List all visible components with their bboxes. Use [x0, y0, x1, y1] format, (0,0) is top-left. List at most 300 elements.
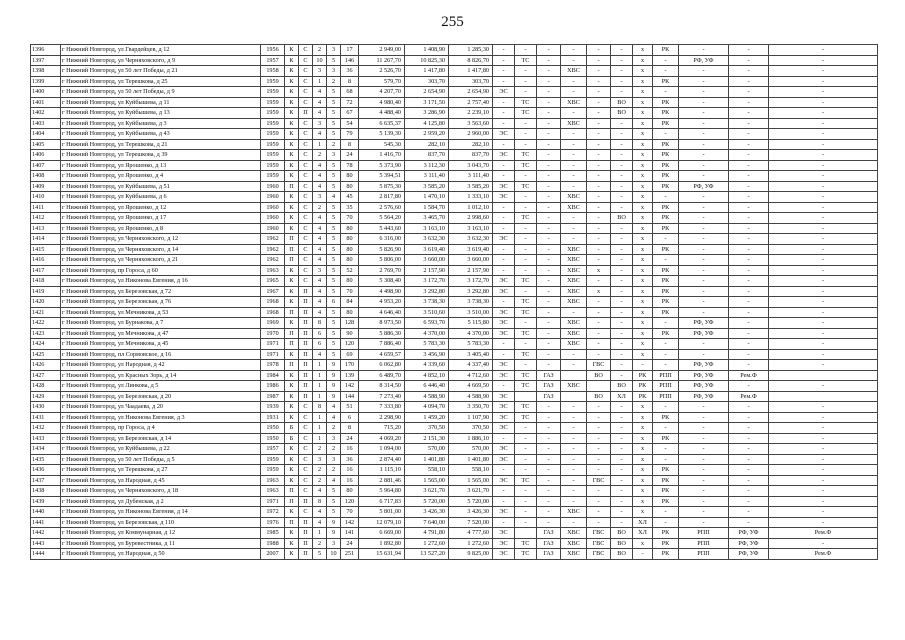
table-cell: г Нижний Новгород, ул Мечникова, д 45	[61, 339, 261, 350]
table-cell	[561, 370, 587, 381]
table-cell: 1	[313, 423, 327, 434]
table-cell: 3	[327, 538, 341, 549]
table-cell: 1 470,10	[405, 192, 449, 203]
table-cell: -	[729, 223, 769, 234]
table-row	[31, 139, 878, 150]
table-cell: П	[285, 307, 299, 318]
table-cell: К	[285, 381, 299, 392]
table-cell: ВО	[611, 108, 633, 119]
table-cell: 1960	[261, 202, 285, 213]
table-cell: -	[493, 517, 515, 528]
table-cell: -	[537, 255, 561, 266]
table-cell: -	[769, 475, 878, 486]
table-cell: -	[561, 307, 587, 318]
table-cell: -	[769, 118, 878, 129]
table-cell: 1 272,60	[405, 538, 449, 549]
table-cell: -	[493, 66, 515, 77]
table-cell: ЭС	[493, 475, 515, 486]
table-cell: х	[633, 213, 653, 224]
table-cell: 5	[327, 486, 341, 497]
table-cell: -	[729, 496, 769, 507]
table-cell: 9	[327, 370, 341, 381]
table-cell: -	[561, 349, 587, 360]
table-cell: 3	[313, 265, 327, 276]
table-cell: -	[611, 160, 633, 171]
table-cell: -	[561, 486, 587, 497]
table-cell: -	[515, 496, 537, 507]
table-cell: 69	[341, 349, 359, 360]
table-cell: ВО	[611, 97, 633, 108]
table-cell: -	[611, 444, 633, 455]
table-row	[31, 297, 878, 308]
table-cell: -	[493, 265, 515, 276]
table-cell: 80	[341, 486, 359, 497]
table-cell: К	[285, 391, 299, 402]
table-cell: -	[537, 433, 561, 444]
table-cell: г Нижний Новгород, ул Чаадаева, д 20	[61, 402, 261, 413]
table-cell: ЭС	[493, 360, 515, 371]
table-cell: РК	[653, 244, 679, 255]
table-cell: -	[633, 549, 653, 560]
table-row	[31, 507, 878, 518]
table-row	[31, 276, 878, 287]
table-cell: 1978	[261, 360, 285, 371]
table-cell: -	[537, 202, 561, 213]
table-cell: 1425	[31, 349, 61, 360]
table-cell: -	[537, 496, 561, 507]
table-cell: 1 417,80	[449, 66, 493, 77]
table-cell: П	[299, 297, 313, 308]
table-cell: 1960	[261, 192, 285, 203]
table-cell: 4	[313, 129, 327, 140]
table-cell: 5 886,30	[359, 328, 405, 339]
table-cell: К	[285, 286, 299, 297]
table-cell: 3 619,40	[405, 244, 449, 255]
table-cell: 2 654,90	[449, 87, 493, 98]
table-cell: г Нижний Новгород, ул Народная, д 45	[61, 475, 261, 486]
table-cell: -	[493, 349, 515, 360]
table-cell: С	[299, 234, 313, 245]
table-cell: РК	[653, 97, 679, 108]
table-cell: 80	[341, 171, 359, 182]
table-cell: 70	[341, 507, 359, 518]
table-cell: -	[587, 202, 611, 213]
table-cell: -	[561, 45, 587, 56]
table-cell: г Нижний Новгород, ул Линкова, д 5	[61, 381, 261, 392]
table-cell: РФ, УФ	[729, 538, 769, 549]
table-cell: К	[285, 202, 299, 213]
table-cell: -	[769, 423, 878, 434]
table-cell: ЭС	[493, 129, 515, 140]
table-cell: 1414	[31, 234, 61, 245]
table-cell: -	[537, 192, 561, 203]
table-cell: -	[729, 444, 769, 455]
table-cell: РПП	[679, 528, 729, 539]
table-row	[31, 255, 878, 266]
table-cell: 6 593,70	[405, 318, 449, 329]
table-cell: К	[285, 76, 299, 87]
table-cell: 3	[327, 454, 341, 465]
table-cell: ТС	[515, 381, 537, 392]
table-cell: ТС	[515, 538, 537, 549]
table-cell: -	[537, 66, 561, 77]
table-cell: П	[299, 286, 313, 297]
table-cell: 3 563,60	[449, 118, 493, 129]
table-cell: -	[537, 402, 561, 413]
table-cell: -	[561, 496, 587, 507]
table-cell: 120	[341, 339, 359, 350]
table-cell: ТС	[515, 181, 537, 192]
table-cell: 370,50	[405, 423, 449, 434]
table-cell: С	[299, 433, 313, 444]
table-cell: 6 316,00	[359, 234, 405, 245]
table-cell: -	[587, 349, 611, 360]
table-cell: 8	[341, 76, 359, 87]
table-cell: ХВС	[561, 265, 587, 276]
table-row	[31, 349, 878, 360]
table-cell: 2 157,90	[405, 265, 449, 276]
table-cell: П	[299, 360, 313, 371]
table-cell: 2 757,40	[449, 97, 493, 108]
table-cell: РК	[653, 76, 679, 87]
table-cell: С	[299, 412, 313, 423]
table-cell: РК	[653, 538, 679, 549]
table-cell: -	[515, 234, 537, 245]
table-cell: -	[561, 234, 587, 245]
table-cell: 51	[341, 402, 359, 413]
table-cell: 1433	[31, 433, 61, 444]
table-cell: г Нижний Новгород, ул Черняховского, д 9	[61, 55, 261, 66]
table-cell: -	[769, 150, 878, 161]
table-cell: 5	[327, 160, 341, 171]
table-cell: 4	[313, 286, 327, 297]
table-cell: 120	[341, 496, 359, 507]
table-cell: ЭС	[493, 87, 515, 98]
table-cell: 3 163,10	[405, 223, 449, 234]
table-cell: ЭС	[493, 538, 515, 549]
table-cell: -	[561, 87, 587, 98]
table-cell: К	[285, 55, 299, 66]
table-cell: х	[633, 76, 653, 87]
table-cell: 1960	[261, 223, 285, 234]
table-cell: 1 416,70	[359, 150, 405, 161]
table-cell: -	[729, 213, 769, 224]
table-cell: ТС	[515, 412, 537, 423]
table-cell: -	[679, 423, 729, 434]
table-cell: -	[493, 45, 515, 56]
table-cell: х	[633, 97, 653, 108]
table-cell: К	[285, 507, 299, 518]
table-cell: -	[653, 255, 679, 266]
table-cell: -	[653, 517, 679, 528]
table-row	[31, 118, 878, 129]
table-cell: 141	[341, 528, 359, 539]
table-cell: 5	[327, 129, 341, 140]
table-cell: 8	[341, 139, 359, 150]
table-row	[31, 475, 878, 486]
table-cell: -	[769, 297, 878, 308]
table-cell: -	[587, 517, 611, 528]
table-cell: -	[769, 339, 878, 350]
table-cell: 1976	[261, 517, 285, 528]
table-cell: РК	[653, 150, 679, 161]
table-cell: -	[493, 433, 515, 444]
table-cell: 4 791,80	[405, 528, 449, 539]
table-cell: -	[515, 507, 537, 518]
table-cell: 1959	[261, 160, 285, 171]
table-cell: -	[515, 202, 537, 213]
table-cell: 1968	[261, 297, 285, 308]
table-cell: -	[729, 97, 769, 108]
table-cell: -	[611, 171, 633, 182]
table-cell: 24	[341, 538, 359, 549]
table-cell: 3 456,90	[405, 349, 449, 360]
table-cell: -	[729, 55, 769, 66]
table-cell: -	[587, 97, 611, 108]
table-cell: 715,20	[359, 423, 405, 434]
table-cell: ГВС	[587, 549, 611, 560]
table-cell: РК	[653, 475, 679, 486]
table-row	[31, 517, 878, 528]
table-cell: С	[299, 255, 313, 266]
table-row	[31, 129, 878, 140]
table-cell: 4	[327, 475, 341, 486]
table-cell: 2	[313, 538, 327, 549]
table-cell: 7 273,40	[359, 391, 405, 402]
table-cell: -	[611, 192, 633, 203]
table-cell: х	[633, 465, 653, 476]
table-cell: 16	[341, 465, 359, 476]
table-cell: г Нижний Новгород, ул Дубенская, д 2	[61, 496, 261, 507]
table-row	[31, 213, 878, 224]
table-cell: 2	[313, 465, 327, 476]
table-cell: -	[729, 160, 769, 171]
table-cell: 7 333,80	[359, 402, 405, 413]
table-cell: -	[537, 76, 561, 87]
table-row	[31, 423, 878, 434]
table-cell: г Нижний Новгород, ул Черняховского, д 12	[61, 234, 261, 245]
table-cell: -	[611, 139, 633, 150]
table-cell: К	[285, 160, 299, 171]
table-cell: 1962	[261, 255, 285, 266]
table-cell: 1430	[31, 402, 61, 413]
table-cell: -	[493, 202, 515, 213]
table-cell: ХВС	[561, 538, 587, 549]
table-cell: -	[587, 108, 611, 119]
table-cell: -	[611, 360, 633, 371]
table-row	[31, 150, 878, 161]
table-cell: -	[769, 76, 878, 87]
table-cell: 9 825,00	[449, 549, 493, 560]
table-cell: 13 527,20	[405, 549, 449, 560]
table-cell: РПП	[653, 370, 679, 381]
table-cell: -	[587, 244, 611, 255]
table-cell: -	[587, 276, 611, 287]
table-cell: С	[299, 444, 313, 455]
table-cell: К	[285, 538, 299, 549]
table-cell: х	[633, 444, 653, 455]
table-cell: 837,70	[405, 150, 449, 161]
table-cell: 1434	[31, 444, 61, 455]
table-cell: 1402	[31, 108, 61, 119]
table-cell: 1 272,60	[449, 538, 493, 549]
table-cell: ЭС	[493, 192, 515, 203]
table-cell: 1409	[31, 181, 61, 192]
table-cell	[769, 391, 878, 402]
table-cell: -	[515, 454, 537, 465]
table-row	[31, 402, 878, 413]
table-cell: 6	[313, 339, 327, 350]
table-cell: -	[493, 118, 515, 129]
table-cell: 2 654,90	[405, 87, 449, 98]
table-cell: К	[285, 402, 299, 413]
table-cell: -	[611, 234, 633, 245]
table-cell: ЭС	[493, 444, 515, 455]
table-cell: 170	[341, 360, 359, 371]
table-cell: -	[679, 465, 729, 476]
table-cell: К	[285, 118, 299, 129]
table-cell: -	[729, 129, 769, 140]
table-cell: К	[285, 297, 299, 308]
table-cell: -	[679, 213, 729, 224]
table-cell: П	[285, 360, 299, 371]
table-cell: РК	[653, 160, 679, 171]
table-cell: 3 163,10	[449, 223, 493, 234]
table-cell: -	[537, 160, 561, 171]
table-cell: ВО	[611, 213, 633, 224]
table-row	[31, 108, 878, 119]
table-cell: -	[587, 129, 611, 140]
table-cell: -	[537, 423, 561, 434]
table-cell: г Нижний Новгород, ул Ярошенко, д 17	[61, 213, 261, 224]
table-cell: 5	[327, 286, 341, 297]
table-cell: 3 510,60	[405, 307, 449, 318]
table-cell: 5 139,30	[359, 129, 405, 140]
table-cell: х	[633, 349, 653, 360]
table-cell: -	[587, 412, 611, 423]
table-cell: 1956	[261, 45, 285, 56]
table-cell: -	[537, 129, 561, 140]
table-cell: П	[285, 486, 299, 497]
table-cell: ТС	[515, 307, 537, 318]
table-cell: -	[769, 244, 878, 255]
table-cell: 5 373,90	[359, 160, 405, 171]
table-cell: -	[537, 454, 561, 465]
table-cell: ГАЗ	[537, 528, 561, 539]
table-cell: К	[285, 549, 299, 560]
table-cell: г Нижний Новгород, ул 50 лет Победы, д 9	[61, 87, 261, 98]
table-cell: -	[611, 223, 633, 234]
table-cell: -	[769, 87, 878, 98]
table-cell: -	[769, 55, 878, 66]
table-cell: РК	[653, 139, 679, 150]
table-cell: ХВС	[561, 528, 587, 539]
table-cell: -	[537, 486, 561, 497]
table-cell: 24	[341, 433, 359, 444]
table-cell: -	[729, 318, 769, 329]
table-cell: 67	[341, 108, 359, 119]
table-cell: -	[679, 433, 729, 444]
table-cell: 1985	[261, 528, 285, 539]
table-cell: 2 576,60	[359, 202, 405, 213]
table-cell: -	[653, 87, 679, 98]
table-cell: -	[769, 486, 878, 497]
table-cell: 5	[327, 255, 341, 266]
table-cell: 4	[313, 307, 327, 318]
table-cell: 1959	[261, 139, 285, 150]
table-cell: 80	[341, 223, 359, 234]
table-cell: -	[769, 349, 878, 360]
table-cell: РК	[653, 265, 679, 276]
table-cell: 1963	[261, 475, 285, 486]
table-cell: РФ, УФ	[679, 55, 729, 66]
table-cell: 12 079,10	[359, 517, 405, 528]
table-cell: 1436	[31, 465, 61, 476]
table-cell: К	[285, 318, 299, 329]
table-row	[31, 192, 878, 203]
table-cell: г Нижний Новгород, пр Гороса, д 4	[61, 423, 261, 434]
table-cell: 1965	[261, 276, 285, 287]
table-cell: К	[285, 87, 299, 98]
table-cell: г Нижний Новгород, ул Мечникова, д 47	[61, 328, 261, 339]
table-row	[31, 538, 878, 549]
table-cell: 3 111,40	[405, 171, 449, 182]
table-cell: -	[611, 433, 633, 444]
table-cell: 4 980,40	[359, 97, 405, 108]
table-cell: Б	[285, 423, 299, 434]
table-cell: 6 635,37	[359, 118, 405, 129]
table-cell: -	[515, 244, 537, 255]
table-cell: -	[679, 129, 729, 140]
table-cell: -	[587, 454, 611, 465]
table-cell: -	[729, 244, 769, 255]
table-cell: 4	[327, 412, 341, 423]
table-cell: -	[679, 297, 729, 308]
table-cell: 1959	[261, 465, 285, 476]
table-cell: г Нижний Новгород, ул Куйбышева, д 43	[61, 129, 261, 140]
table-cell: -	[515, 360, 537, 371]
table-cell: -	[729, 339, 769, 350]
table-cell: -	[561, 360, 587, 371]
table-cell: х	[633, 423, 653, 434]
table-cell: г Нижний Новгород, ул Бурнакова, д 7	[61, 318, 261, 329]
table-cell: -	[611, 496, 633, 507]
table-cell: 1 565,00	[405, 475, 449, 486]
table-row	[31, 444, 878, 455]
table-cell: 35	[341, 202, 359, 213]
table-cell: -	[537, 360, 561, 371]
table-cell: -	[493, 465, 515, 476]
table-cell: -	[679, 160, 729, 171]
table-cell: ЭС	[493, 391, 515, 402]
table-cell: -	[611, 307, 633, 318]
table-cell: 1397	[31, 55, 61, 66]
table-cell: -	[515, 339, 537, 350]
table-cell: Рем.Ф	[729, 391, 769, 402]
table-cell: -	[653, 507, 679, 518]
table-cell: -	[769, 108, 878, 119]
table-cell: 4 094,70	[405, 402, 449, 413]
table-cell: РК	[653, 307, 679, 318]
table-cell: ЭС	[493, 234, 515, 245]
table-cell: 4 069,20	[359, 433, 405, 444]
table-cell: 1398	[31, 66, 61, 77]
table-cell: К	[285, 465, 299, 476]
table-cell: -	[769, 171, 878, 182]
table-cell: 8	[313, 496, 327, 507]
table-cell: -	[679, 255, 729, 266]
table-cell: ЭС	[493, 318, 515, 329]
